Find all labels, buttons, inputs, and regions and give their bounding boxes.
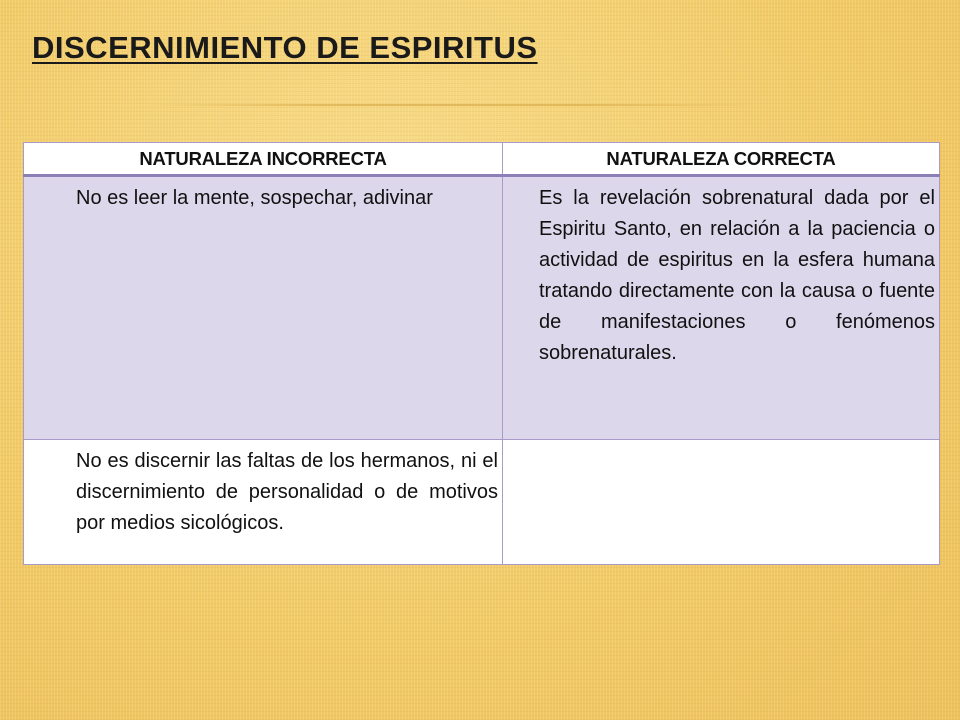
table-cell-incorrect: No es discernir las faltas de los hermanos, ni el discernimiento de personalidad o de motivos por medios sicológicos. [24, 440, 503, 565]
comparison-table [23, 142, 940, 565]
table-row [24, 176, 940, 440]
table-cell-incorrect: No es leer la mente, sospechar, adivinar [24, 176, 503, 440]
header-correct-nature: NATURALEZA CORRECTA [503, 143, 940, 176]
title-divider [150, 104, 760, 106]
table-header-row [24, 143, 940, 176]
table-cell-correct [503, 440, 940, 565]
slide-title: DISCERNIMIENTO DE ESPIRITUS [32, 30, 538, 65]
table-cell-correct: Es la revelación sobrenatural dada por el Espiritu Santo, en relación a la paciencia o actividad de espiritus en la esfera humana tratando directamente con la causa o fuente de manifestaciones o fenómenos sobrenaturales. [503, 176, 940, 440]
header-incorrect-nature: NATURALEZA INCORRECTA [24, 143, 503, 176]
table-row [24, 440, 940, 565]
